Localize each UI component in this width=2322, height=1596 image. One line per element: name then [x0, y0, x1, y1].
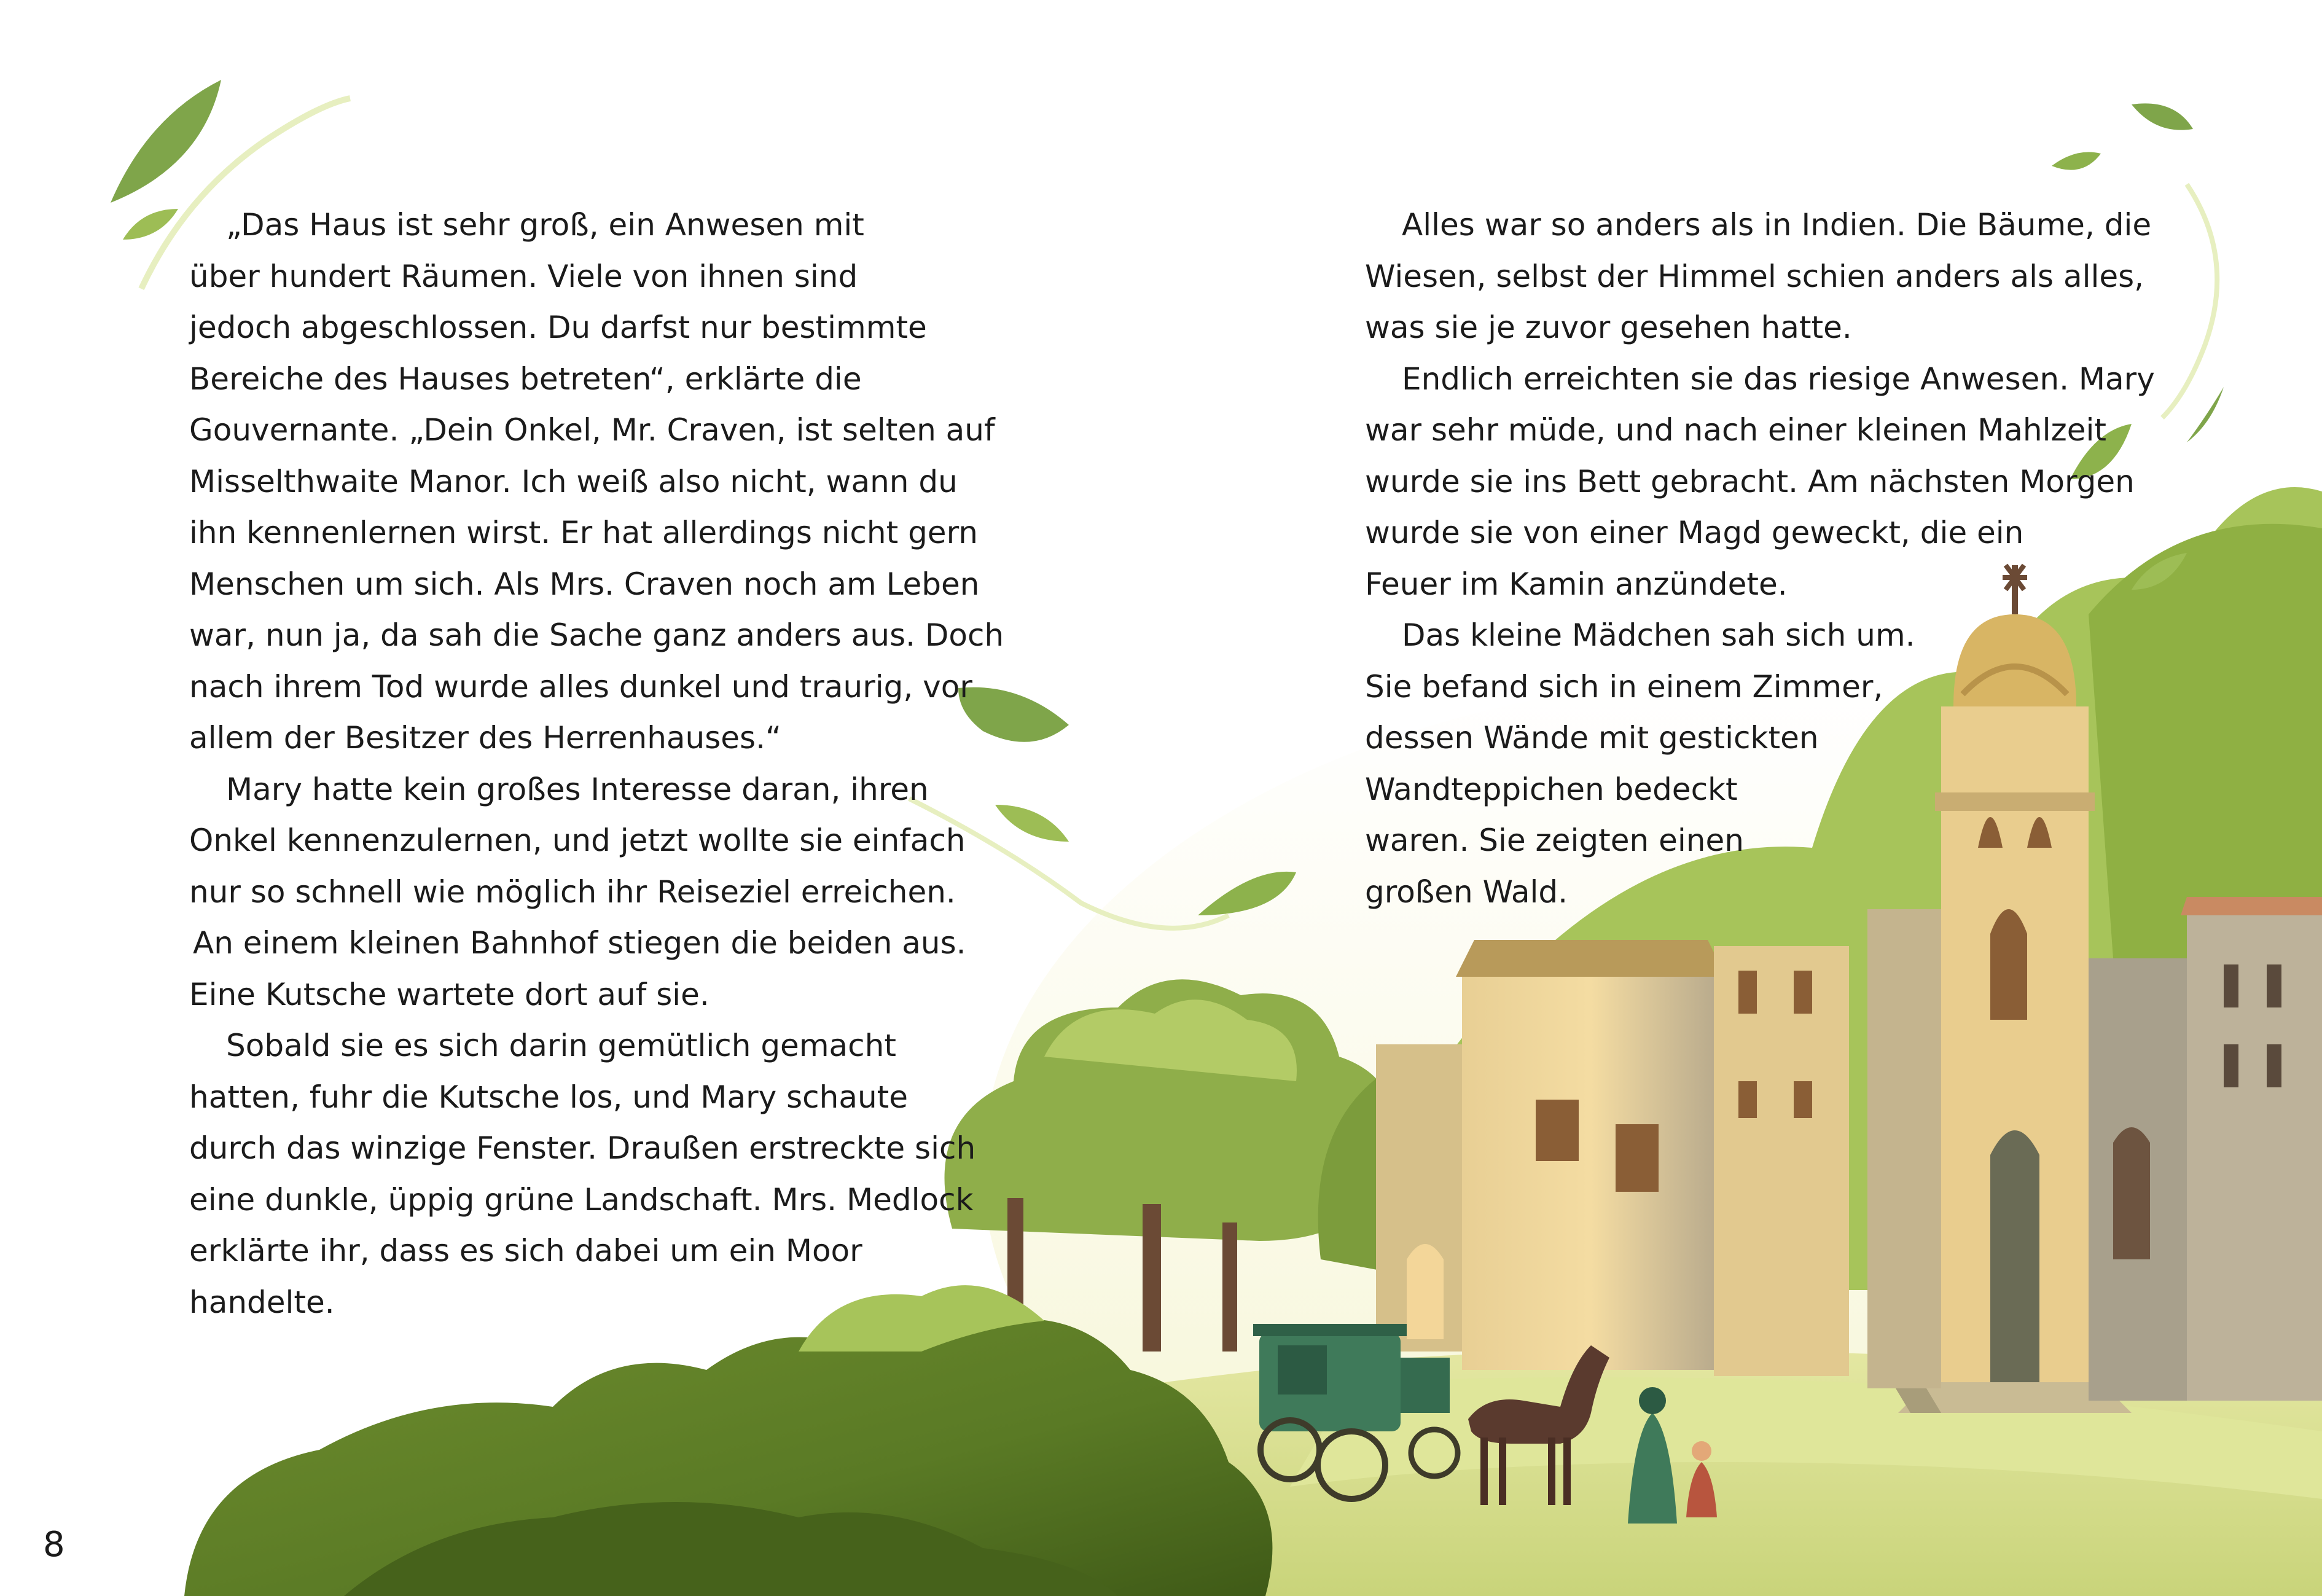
- text-line: großen Wald.: [1365, 874, 1568, 910]
- text-line: war sehr müde, und nach einer kleinen Mahlzeit: [1365, 412, 2106, 448]
- text-line: wurde sie von einer Magd geweckt, die ein: [1365, 515, 2024, 550]
- text-line: handelte.: [189, 1284, 335, 1320]
- text-line: Gouvernante. „Dein Onkel, Mr. Craven, ist selten auf: [189, 412, 995, 448]
- text-line: durch das winzige Fenster. Draußen erstreckte sich: [189, 1130, 976, 1166]
- text-line: Bereiche des Hauses betreten“, erklärte die: [189, 361, 862, 397]
- text-line: Onkel kennenzulernen, und jetzt wollte sie einfach: [189, 823, 966, 858]
- text-line: Feuer im Kamin anzündete.: [1365, 566, 1788, 602]
- text-line: Mary hatte kein großes Interesse daran, ihren: [226, 771, 929, 807]
- text-line: nach ihrem Tod wurde alles dunkel und traurig, vor: [189, 668, 972, 705]
- text-line: über hundert Räumen. Viele von ihnen sind: [189, 258, 858, 294]
- text-line: war, nun ja, da sah die Sache ganz anders aus. Doch: [189, 617, 1004, 653]
- text-line: „Das Haus ist sehr groß, ein Anwesen mit: [226, 207, 864, 243]
- left-text-column: [189, 200, 1004, 1328]
- text-line: Wandteppichen bedeckt: [1365, 771, 1738, 807]
- text-line: wurde sie ins Bett gebracht. Am nächsten Morgen: [1365, 463, 2135, 499]
- text-line: Eine Kutsche wartete dort auf sie.: [189, 976, 710, 1012]
- text-line: allem der Besitzer des Herrenhauses.“: [189, 720, 781, 756]
- text-line: Das kleine Mädchen sah sich um.: [1402, 617, 1915, 653]
- text-line: An einem kleinen Bahnhof stiegen die beiden aus.: [193, 925, 966, 961]
- text-line: Wiesen, selbst der Himmel schien anders als alles,: [1365, 258, 2144, 294]
- text-line: eine dunkle, üppig grüne Landschaft. Mrs. Medlock: [189, 1181, 974, 1218]
- text-line: Sobald sie es sich darin gemütlich gemacht: [226, 1028, 896, 1063]
- text-line: nur so schnell wie möglich ihr Reiseziel erreichen.: [189, 874, 956, 910]
- text-line: Sie befand sich in einem Zimmer,: [1365, 668, 1883, 705]
- text-line: jedoch abgeschlossen. Du darfst nur bestimmte: [189, 310, 927, 345]
- text-line: dessen Wände mit gestickten: [1365, 720, 1819, 756]
- text-line: Endlich erreichten sie das riesige Anwesen. Mary: [1402, 361, 2155, 397]
- page-number: 8: [43, 1525, 65, 1565]
- text-line: waren. Sie zeigten einen: [1365, 823, 1744, 858]
- text-line: hatten, fuhr die Kutsche los, und Mary schaute: [189, 1079, 909, 1115]
- text-line: ihn kennenlernen wirst. Er hat allerdings nicht gern: [189, 515, 978, 550]
- text-line: Menschen um sich. Als Mrs. Craven noch am Leben: [189, 566, 980, 602]
- text-line: Misselthwaite Manor. Ich weiß also nicht, wann du: [189, 463, 958, 499]
- text-line: Alles war so anders als in Indien. Die Bäume, die: [1402, 207, 2152, 243]
- right-text-column: [1365, 200, 2157, 918]
- text-line: was sie je zuvor gesehen hatte.: [1365, 310, 1852, 345]
- text-line: erklärte ihr, dass es sich dabei um ein Moor: [189, 1233, 862, 1269]
